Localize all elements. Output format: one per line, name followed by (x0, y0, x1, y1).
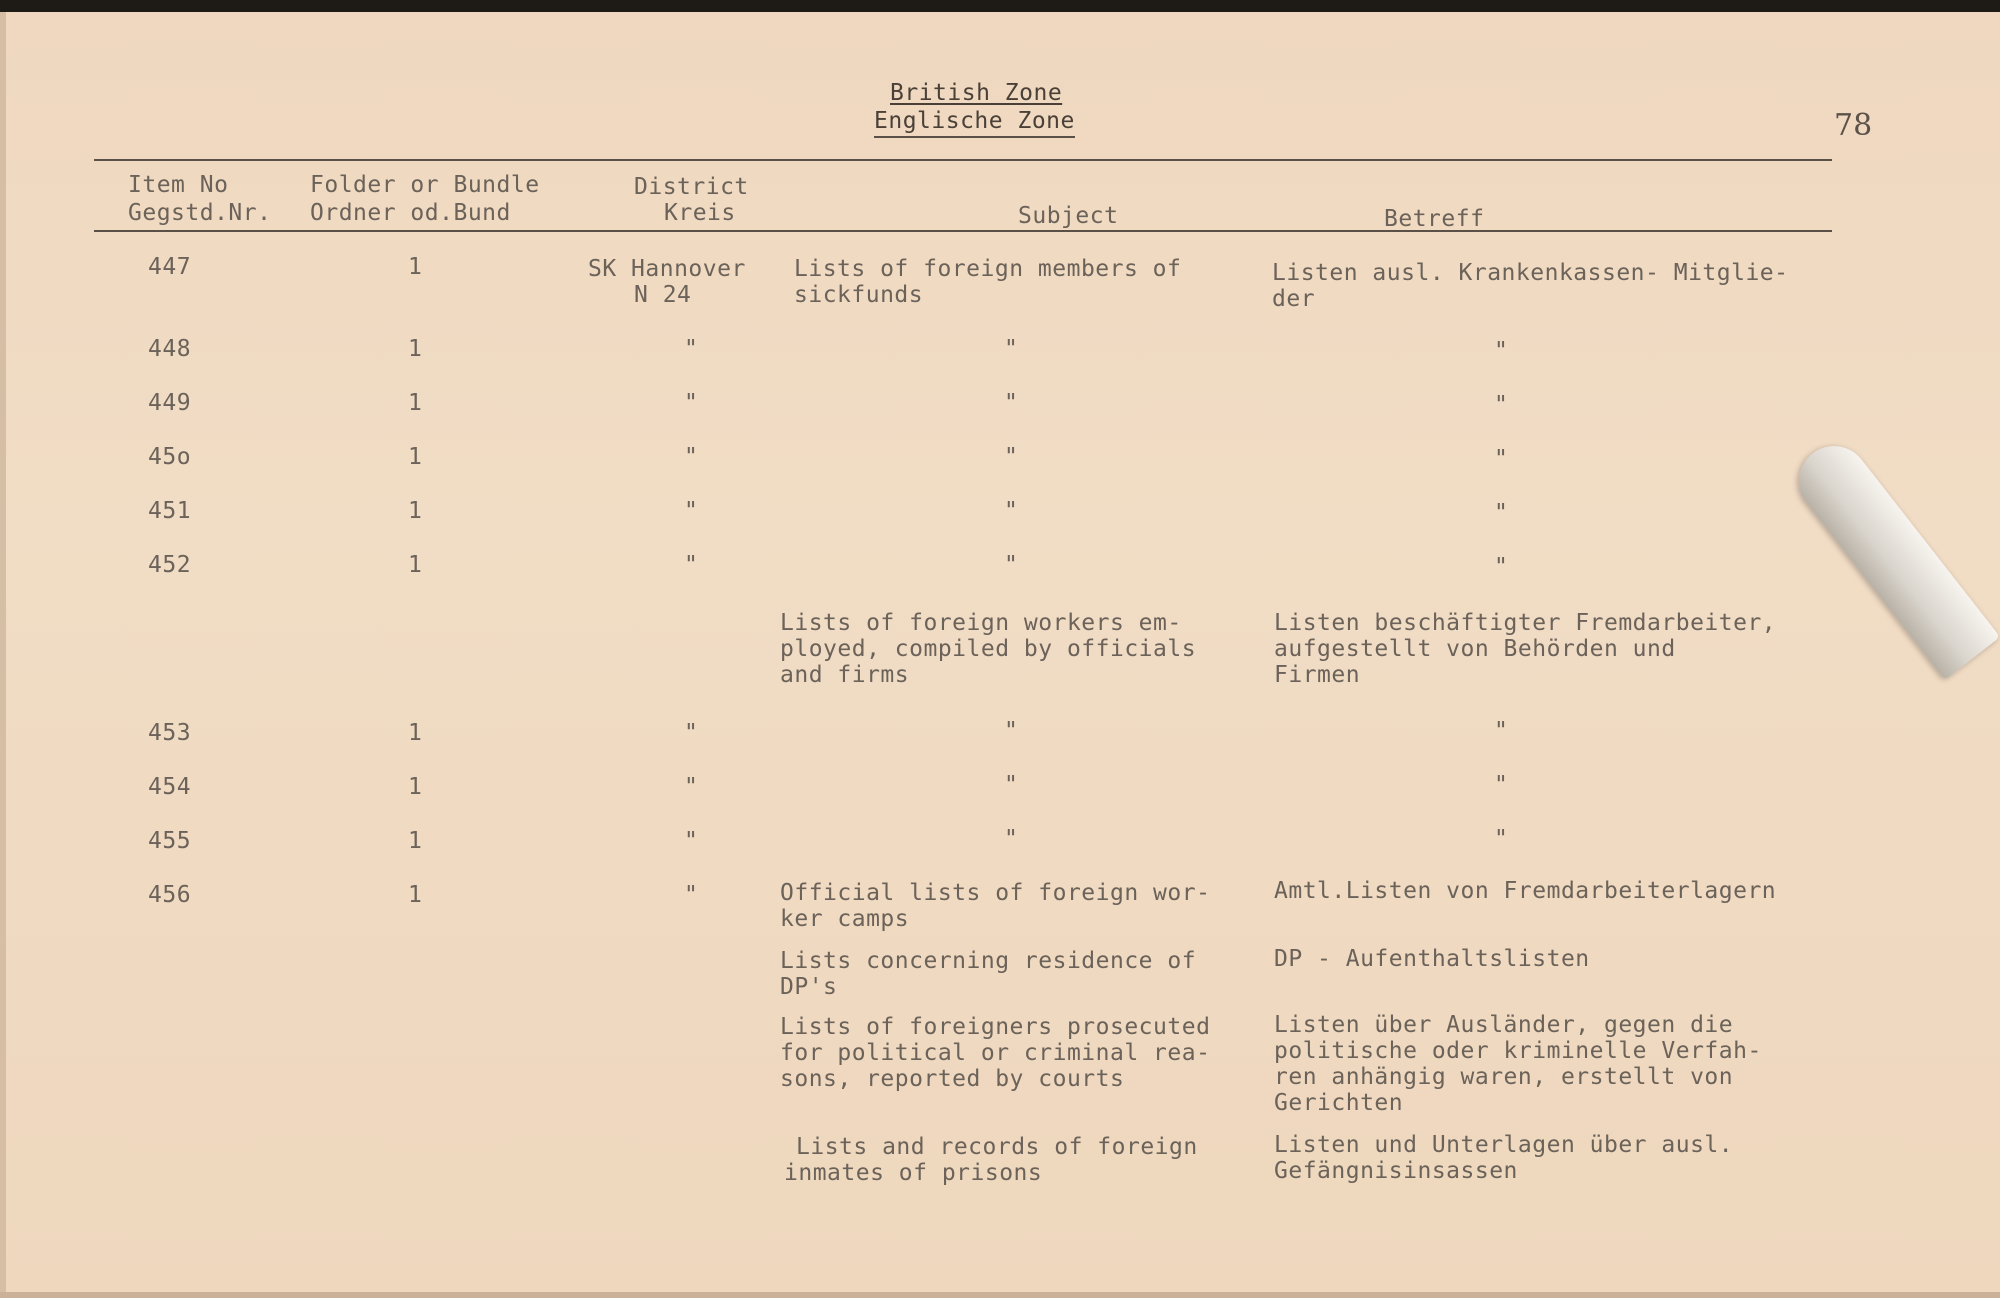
ditto-mark: " (1004, 552, 1019, 578)
item-number: 447 (148, 254, 192, 280)
ditto-mark: " (684, 444, 699, 470)
district-code: N 24 (634, 282, 692, 308)
ditto-mark: " (1494, 718, 1509, 744)
page-bottom-edge (0, 1292, 2000, 1298)
col-item-en: Item No (128, 172, 229, 198)
ditto-mark: " (1004, 336, 1019, 362)
folder-count: 1 (408, 552, 423, 578)
folder-count: 1 (408, 254, 423, 280)
ditto-mark: " (684, 498, 699, 524)
ditto-mark: " (684, 390, 699, 416)
ditto-mark: " (684, 882, 699, 908)
folder-count: 1 (408, 444, 423, 470)
district-name: SK Hannover (588, 256, 746, 282)
item-number: 448 (148, 336, 192, 362)
subject-text: Lists and records of foreign (796, 1134, 1198, 1160)
ditto-mark: " (1004, 826, 1019, 852)
subject-text: inmates of prisons (784, 1160, 1043, 1186)
folder-count: 1 (408, 882, 423, 908)
page-number: 78 (1834, 108, 1873, 143)
ditto-mark: " (1494, 446, 1509, 472)
subject-text: ker camps (780, 906, 910, 932)
betreff-text: Firmen (1274, 662, 1361, 688)
item-number: 451 (148, 498, 192, 524)
ditto-mark: " (1494, 338, 1509, 364)
ditto-mark: " (684, 774, 699, 800)
betreff-text: Listen und Unterlagen über ausl. (1274, 1132, 1734, 1158)
folder-count: 1 (408, 720, 423, 746)
subject-text: Lists of foreign members of (794, 256, 1182, 282)
betreff-text: Amtl.Listen von Fremdarbeiterlagern (1274, 878, 1777, 904)
col-folder-en: Folder or Bundle (310, 172, 540, 198)
betreff-text: der (1272, 286, 1316, 312)
subject-text: Official lists of foreign wor- (780, 880, 1211, 906)
zone-title-en: British Zone (890, 80, 1063, 106)
col-item-de: Gegstd.Nr. (128, 200, 272, 226)
item-number: 45o (148, 444, 192, 470)
ditto-mark: " (684, 552, 699, 578)
col-subject: Subject (1018, 203, 1119, 229)
col-district-en: District (634, 174, 749, 200)
table-header-rule (94, 230, 1832, 232)
item-number: 455 (148, 828, 192, 854)
col-district-de: Kreis (664, 200, 736, 226)
ditto-mark: " (1004, 772, 1019, 798)
ditto-mark: " (1494, 826, 1509, 852)
document-page (0, 12, 2000, 1298)
subject-text: ployed, compiled by officials (780, 636, 1197, 662)
betreff-text: politische oder kriminelle Verfah- (1274, 1038, 1762, 1064)
subject-text: Lists concerning residence of (780, 948, 1197, 974)
subject-text: for political or criminal rea- (780, 1040, 1211, 1066)
item-number: 449 (148, 390, 192, 416)
page-edge (0, 12, 6, 1298)
betreff-text: Listen über Ausländer, gegen die (1274, 1012, 1734, 1038)
subject-text: Lists of foreign workers em- (780, 610, 1182, 636)
ditto-mark: " (1004, 498, 1019, 524)
betreff-text: Listen beschäftigter Fremdarbeiter, (1274, 610, 1777, 636)
folder-count: 1 (408, 390, 423, 416)
folder-count: 1 (408, 828, 423, 854)
item-number: 456 (148, 882, 192, 908)
item-number: 453 (148, 720, 192, 746)
ditto-mark: " (684, 828, 699, 854)
ditto-mark: " (684, 336, 699, 362)
betreff-text: Listen ausl. Krankenkassen- Mitglie- (1272, 260, 1789, 286)
subject-text: DP's (780, 974, 838, 1000)
table-top-rule (94, 159, 1832, 161)
item-number: 452 (148, 552, 192, 578)
ditto-mark: " (1494, 500, 1509, 526)
ditto-mark: " (1004, 390, 1019, 416)
subject-text: sons, reported by courts (780, 1066, 1125, 1092)
ditto-mark: " (1494, 772, 1509, 798)
col-betreff: Betreff (1384, 206, 1485, 232)
ditto-mark: " (1004, 444, 1019, 470)
col-folder-de: Ordner od.Bund (310, 200, 511, 226)
betreff-text: aufgestellt von Behörden und (1274, 636, 1676, 662)
tweezer-tip (1785, 432, 2000, 680)
ditto-mark: " (1004, 718, 1019, 744)
ditto-mark: " (1494, 554, 1509, 580)
folder-count: 1 (408, 336, 423, 362)
ditto-mark: " (684, 720, 699, 746)
betreff-text: Gefängnisinsassen (1274, 1158, 1518, 1184)
betreff-text: ren anhängig waren, erstellt von (1274, 1064, 1734, 1090)
betreff-text: Gerichten (1274, 1090, 1404, 1116)
folder-count: 1 (408, 498, 423, 524)
item-number: 454 (148, 774, 192, 800)
betreff-text: DP - Aufenthaltslisten (1274, 946, 1590, 972)
folder-count: 1 (408, 774, 423, 800)
subject-text: sickfunds (794, 282, 924, 308)
zone-title-de: Englische Zone (874, 108, 1075, 138)
ditto-mark: " (1494, 392, 1509, 418)
subject-text: Lists of foreigners prosecuted (780, 1014, 1211, 1040)
subject-text: and firms (780, 662, 910, 688)
